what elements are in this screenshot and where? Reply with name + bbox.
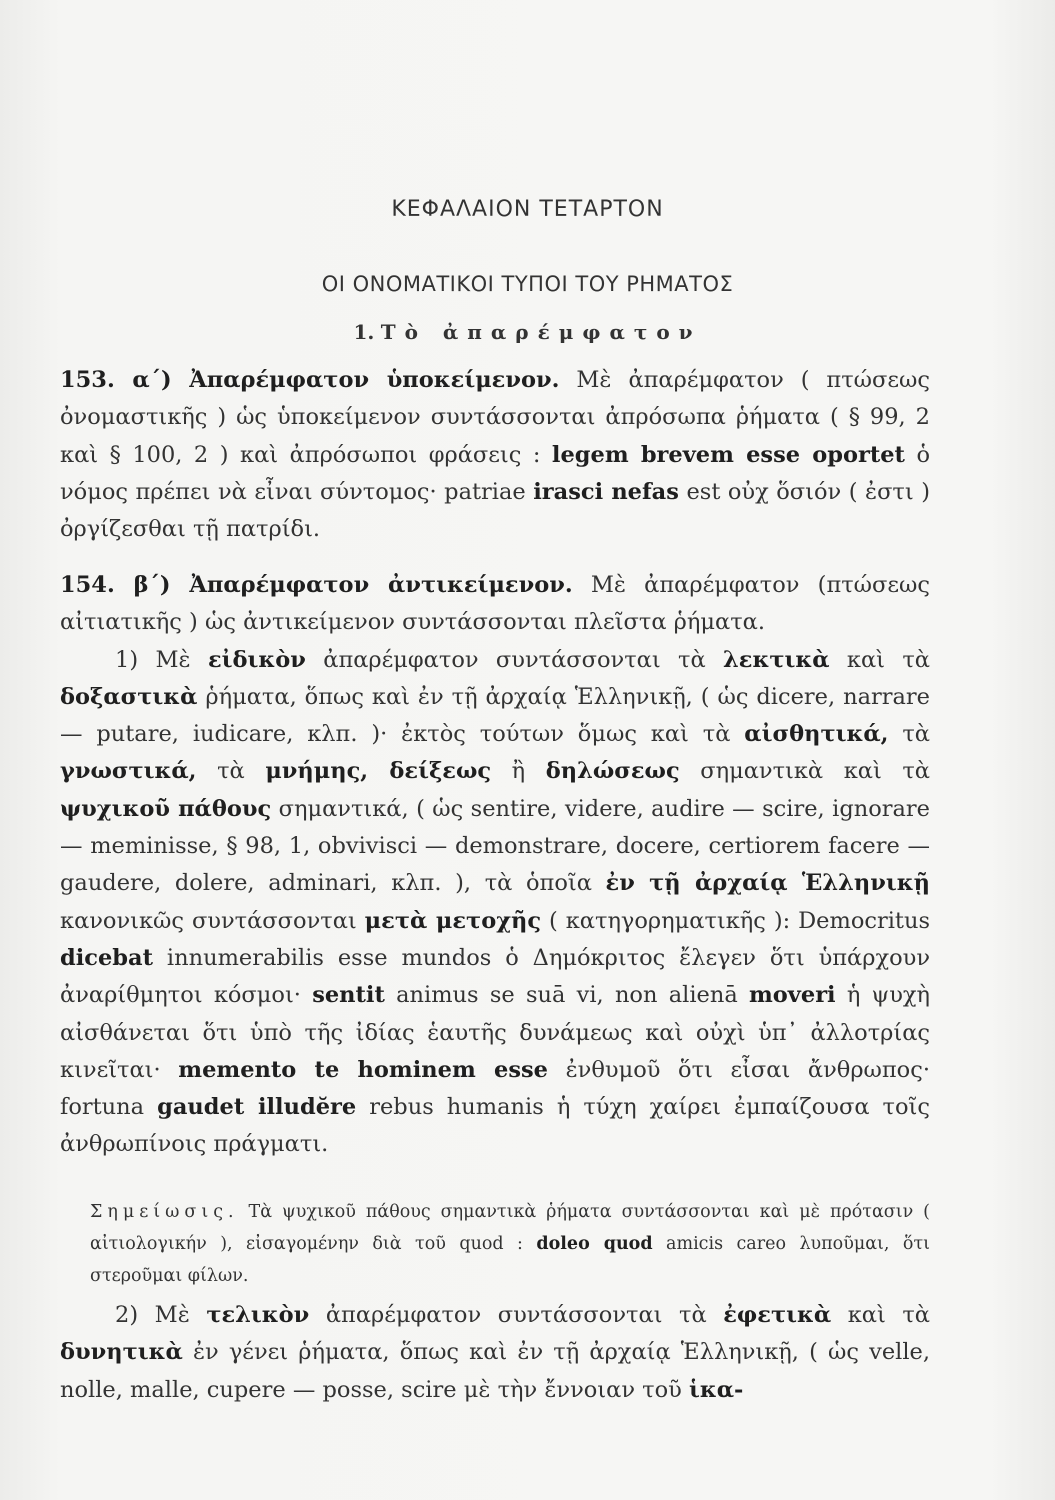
latin-example: irasci nefas	[533, 478, 679, 505]
text: ἡ ψυχὴ αἰσθάνεται ὅτι ὑπὸ τῆς ἰδίας ἑαυτῆς δυνάμεως καὶ οὐχὶ ὑπ᾽ ἀλλοτρίας κινεῖται·	[60, 982, 930, 1083]
subsection-2	[60, 1297, 930, 1409]
note-label: Σημείωσις.	[90, 1202, 239, 1222]
chapter-title: ΚΕΦΑΛΑΙΟΝ ΤΕΤΑΡΤΟΝ	[391, 197, 664, 222]
bold-term: αἰσθητικά,	[744, 721, 889, 748]
bold-term: ψυχικοῦ πάθους	[60, 795, 272, 822]
bold-term: δυνητικὰ	[60, 1339, 183, 1366]
latin-example: patriae	[444, 478, 526, 505]
bold-term: εἰδικὸν	[207, 646, 306, 673]
bold-term: γνωστικά,	[60, 758, 197, 785]
bold-term: μνήμης, δείξεως	[265, 758, 492, 785]
section-heading	[0, 320, 1055, 344]
text: κανονικῶς συντάσσονται	[60, 907, 365, 934]
latin-example: gaudet illudĕre	[157, 1094, 357, 1121]
latin-example: sentit	[312, 982, 385, 1009]
bold-term: ἐν τῇ ἀρχαίᾳ Ἑλληνικῇ	[605, 870, 930, 897]
latin-example: legem brevem esse oportet	[551, 441, 905, 468]
footnote	[90, 1196, 930, 1292]
latin-example: est	[686, 478, 721, 505]
text: τὰ	[888, 721, 931, 748]
paragraph-153	[60, 362, 930, 548]
text: σημαντικά, ( ὡς sentire, videre, audire — scire, ignorare — meminisse, § 98, 1, obvivisci — demonstrare, docere, certiorem facere — gaudere, dolere, adminari, κλπ. ), τὰ ὁποῖα	[60, 795, 930, 897]
text: ὁ νόμος πρέπει νὰ εἶναι σύντομος·	[60, 441, 930, 505]
text: animus se suā vi, non alienā	[384, 982, 749, 1009]
text: Μὲ ἀπαρέμφατον (πτώσεως αἰτιατικῆς ) ὡς ἀντικείμενον συντάσσονται πλεῖστα ῥήματα.	[60, 572, 930, 636]
bold-term: δοξαστικὰ	[60, 683, 198, 710]
subsection-label: 2) Μὲ	[115, 1302, 190, 1328]
subsection-label: 1) Μὲ	[115, 646, 191, 673]
latin-example: memento te hominem esse	[178, 1056, 548, 1083]
text: ἐν γένει ῥήματα, ὅπως καὶ ἐν τῇ ἀρχαίᾳ Ἑλληνικῇ, ( ὡς velle, nolle, malle, cupere — posse, scire μὲ τὴν ἔννοιαν τοῦ	[60, 1339, 930, 1403]
text: amicis careo λυποῦμαι, ὅτι στεροῦμαι φίλων.	[90, 1234, 930, 1286]
chapter-subtitle: ΟΙ ΟΝΟΜΑΤΙΚΟΙ ΤΥΠΟΙ ΤΟΥ ΡΗΜΑΤΟΣ	[321, 272, 734, 296]
text: οὐχ ὅσιόν ( ἐστι ) ὀργίζεσθαι τῇ πατρίδι.	[60, 478, 930, 543]
latin-example: doleo quod	[536, 1234, 653, 1254]
bold-term: τελικὸν	[206, 1302, 310, 1328]
text: ἀπαρέμφατον συντάσσονται τὰ	[309, 1302, 724, 1328]
section-title: Τὸ ἀπαρέμφατον	[380, 320, 702, 344]
text: Μὲ ἀπαρέμφατον ( πτώσεως ὀνομαστικῆς ) ὡς ὑποκείμενον συντάσσονται ἀπρόσωπα ῥήματα ( § 99, 2 καὶ § 100, 2 ) καὶ ἀπρόσωποι φράσεις :	[60, 367, 930, 468]
paragraph-153-heading: 153. α΄) Ἀπαρέμφατον ὑποκείμενον.	[60, 367, 560, 393]
paragraph-154-heading: 154. β΄) Ἀπαρέμφατον ἀντικείμενον.	[60, 572, 573, 598]
text: καὶ τὰ	[829, 646, 930, 673]
paragraph-154	[60, 567, 930, 1164]
latin-example: moveri	[748, 982, 836, 1009]
text: ἢ	[491, 758, 546, 785]
text: σημαντικὰ καὶ τὰ	[679, 758, 930, 785]
bold-term: ἱκα-	[688, 1376, 744, 1403]
text: innumerabilis esse mundos ὁ Δημόκριτος ἔλεγεν ὅτι ὑπάρχουν ἀναρίθμητοι κόσμοι·	[60, 944, 930, 1009]
bold-term: ἐφετικὰ	[723, 1302, 832, 1328]
bold-term: λεκτικὰ	[723, 646, 830, 673]
text: ἀπαρέμφατον συντάσσονται τὰ	[305, 646, 724, 673]
bold-term: μετὰ μετοχῆς	[364, 907, 542, 934]
text: ἐνθυμοῦ ὅτι εἶσαι ἄνθρωπος· fortuna	[60, 1056, 930, 1121]
text: καὶ τὰ	[831, 1302, 930, 1328]
text: ῥήματα, ὅπως καὶ ἐν τῇ ἀρχαίᾳ Ἑλληνικῇ, ( ὡς dicere, narrare — putare, iudicare, κλπ. )· ἐκτὸς τούτων ὅμως καὶ τὰ	[60, 683, 930, 748]
text: Τὰ ψυχικοῦ πάθους σημαντικὰ ῥήματα συντάσσονται καὶ μὲ πρότασιν ( αἰτιολογικήν ), εἰσαγομένην διὰ τοῦ quod :	[90, 1202, 930, 1254]
latin-example: dicebat	[60, 944, 153, 971]
text: ( κατηγορηματικῆς ): Democritus	[541, 907, 930, 934]
section-number: 1.	[353, 320, 375, 344]
text: rebus humanis ἡ τύχη χαίρει ἐμπαίζουσα τοῖς ἀνθρωπίνοις πράγματι.	[60, 1094, 930, 1158]
bold-term: δηλώσεως	[545, 758, 680, 785]
text: τὰ	[196, 758, 266, 785]
